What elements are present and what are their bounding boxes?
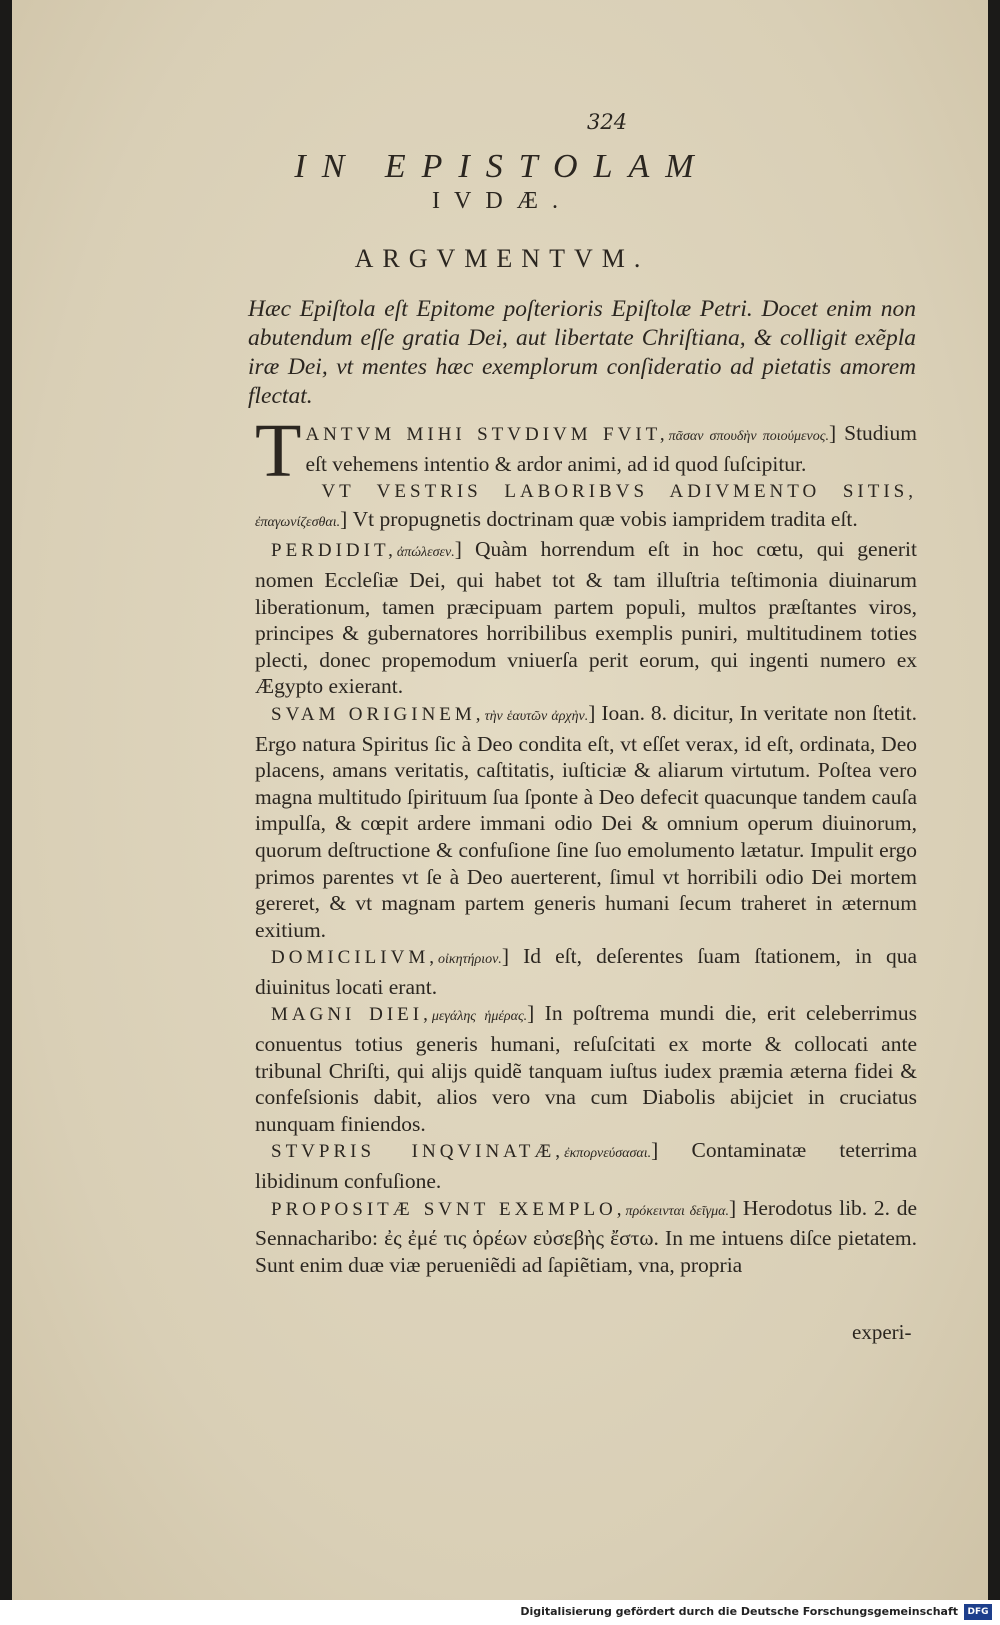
lemma: PROPOSITÆ SVNT EXEMPLO, (271, 1198, 626, 1220)
gloss-text: ] Quàm horrendum eſt in hoc cœtu, qui generit nomen Eccleſiæ Dei, qui habet tot & tam illuſtria teſtimonia diuinarum liberationum, tamen præcipuam partem populi, multos præſtantes viros, principes & gubernatores horribilibus exemplis puniri, multitudinem toties plecti, donec propemodum vniuerſa perit eorum, qui ingenti numero ex Ægypto exierant. (255, 537, 917, 699)
greek-lemma: πρόκεινται δεῖγμα. (625, 1203, 729, 1219)
commentary-entry (255, 700, 917, 943)
lemma: VT VESTRIS LABORIBVS ADIVMENTO SITIS, (321, 481, 917, 503)
lemma: ANTVM MIHI STVDIVM FVIT, (305, 424, 669, 445)
lemma: SVAM ORIGINEM, (271, 703, 485, 725)
book-page (12, 0, 988, 1600)
commentary-entry (255, 1195, 917, 1279)
commentary-entry (255, 1000, 917, 1137)
commentary-entry (255, 943, 917, 1000)
dfg-logo-icon: DFG (964, 1604, 992, 1620)
greek-lemma: ἐπαγωνίζεσθαι. (255, 514, 341, 530)
lemma: DOMICILIVM, (271, 947, 438, 969)
greek-lemma: τὴν ἑαυτῶν ἀρχὴν. (484, 708, 589, 724)
argument-paragraph: Hæc Epiſtola eſt Epitome poſterioris Epiſtolæ Petri. Docet enim non abutendum eſſe gratia Dei, aut libertate Chriſtiana, & colligit exẽpla iræ Dei, vt mentes hæc exemplorum conſideratio ad pietatis amorem flectat. (248, 296, 916, 409)
lemma: PERDIDIT, (271, 540, 397, 562)
catchword: experi- (852, 1320, 912, 1344)
gloss-text: ] Contaminatæ teterrima libidinum confuſione. (255, 1138, 917, 1194)
commentary-entry (255, 536, 917, 700)
greek-lemma: ἐκπορνεύσασαι. (564, 1146, 652, 1162)
running-title: IN EPISTOLAM (294, 148, 710, 185)
greek-lemma: μεγάλης ἡμέρας. (431, 1009, 528, 1025)
commentary-entry (255, 477, 917, 536)
lemma: MAGNI DIEI, (271, 1004, 432, 1026)
commentary-entry (255, 1137, 917, 1194)
page-number: 324 (587, 110, 628, 134)
gloss-text: ] Studium eſt vehemens intentio & ardor animi, ad id quod ſuſcipitur. (305, 421, 918, 476)
greek-lemma: ἀπώλεσεν. (396, 545, 455, 561)
gloss-text: ] Ioan. 8. dicitur, In veritate non ſtetit. Ergo natura Spiritus ſic à Deo condita eſt, vt eſſet verax, id eſt, ordinata, Deo placens, amans veritatis, caſtitatis, iuſticiæ & aliarum virtutum. Poſtea vero magna multitudo ſpirituum ſua ſponte à Deo defecit quacunque tandem cauſa impulſa, & cœpit ardere immani odio Dei & omnium operum diuinorum, quorum deſtructione & confuſione ſine ſuo emolumento lætatur. Impulit ergo primos parentes vt ſe à Deo auerterent, ſimul vt horribili odio Dei mortem gereret, & vt magnam partem generis humani ſecum traheret in æternum exitium. (255, 700, 917, 942)
digitization-footer (0, 1600, 1000, 1625)
section-heading: ARGVMENTVM. (354, 244, 650, 273)
commentary-body (255, 409, 918, 1278)
gloss-text: ] Vt propugnetis doctrinam quæ vobis iampridem tradita eſt. (340, 506, 858, 531)
drop-cap: T (255, 409, 302, 493)
gloss-text: ] Id eſt, deſerentes ſuam ſtationem, in qua diuinitus locati erant. (255, 944, 917, 999)
running-subtitle: IVDÆ. (432, 188, 572, 214)
gloss-text: ] In poſtrema mundi die, erit celeberrimus conuentus totius generis humani, reſuſcitati ex morte & collocati ante tribunal Chriſti, qui alijs quidẽ tanquam iuſtus iudex præmia æterna fidei & confeſsionis dabit, alios vero vna cum Diabolis abijciet in cruciatus nunquam finiendos. (255, 1001, 917, 1136)
greek-lemma: οἰκητήριον. (437, 952, 502, 968)
greek-lemma: πᾶσαν σπουδὴν ποιούμενος. (668, 429, 829, 444)
lemma: STVPRIS INQVINATÆ, (271, 1141, 565, 1163)
funding-credit: Digitalisierung gefördert durch die Deutsche Forschungsgemeinschaft (520, 1605, 958, 1618)
gloss-text: ] Herodotus lib. 2. de Sennacharibo: ἐς ἐμέ τις ὁρέων εὐσεβὴς ἔστω. In me intuens diſce pietatem. Sunt enim duæ viæ perueniẽdi ad ſapiẽtiam, vna, propria (255, 1195, 917, 1277)
